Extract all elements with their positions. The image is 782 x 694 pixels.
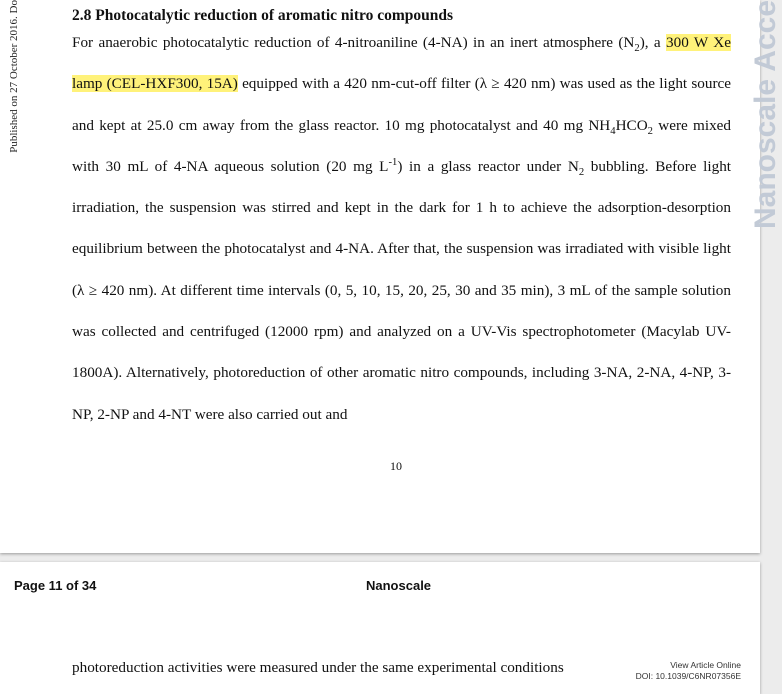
section-title: 2.8 Photocatalytic reduction of aromatic nitro compounds	[72, 7, 454, 24]
published-sidebar	[2, 0, 26, 300]
body-text-line: photoreduction activities were measured under the same experimental conditions	[72, 659, 564, 676]
text-run: bubbling. Before light irradiation, the suspension was stirred and kept in the dark for 1 h to achieve the adsorption-desorption equilibrium between the photocatalyst and 4-NA. After that, the suspension was irradiated with visible light (λ ≥ 420 nm). At different time intervals (0, 5, 10, 15, 20, 25, 30 and 35 min), 3 mL of the sample solution was collected and centrifuged (12000 rpm) and analyzed on a UV-Vis spectrophotometer (Macylab UV-1800A). Alternatively, photoreduction of other aromatic nitro compounds, including 3-NA, 2-NA, 4-NP, 3-NP, 2-NP and 4-NT were also carried out and	[72, 157, 732, 423]
text-run: For anaerobic photocatalytic reduction of 4-nitroaniline (4-NA) in an inert atmosphere (N	[72, 34, 635, 51]
watermark-text: Nanoscale Acce	[749, 0, 782, 230]
published-date-text: Published on 27 October 2016. Do	[8, 0, 20, 153]
text-run: ) in a glass reactor under N	[397, 157, 579, 175]
text-run: equipped with a 420 nm-cut-off filter (λ ≥ 420 nm) was used as the light source and kept at 25.0 cm away from the glass reactor. 10 mg photocatalyst and 40 mg NH	[72, 75, 732, 134]
article-link[interactable]	[610, 660, 741, 682]
text-run: HCO	[615, 116, 648, 134]
body-paragraph	[72, 22, 731, 435]
superscript: -1	[388, 156, 398, 168]
highlighted-text[interactable]: 300 W Xe lamp (CEL-HXF300, 15A)	[72, 34, 732, 93]
page-label: Page 11 of 34	[14, 578, 97, 593]
doi-text: DOI: 10.1039/C6NR07356E	[635, 671, 741, 681]
subscript: 2	[634, 43, 640, 55]
journal-name: Nanoscale	[366, 578, 432, 593]
subscript: 2	[647, 125, 653, 137]
text-run: ), a	[639, 34, 667, 51]
journal-watermark	[751, 0, 781, 240]
subscript: 4	[610, 125, 616, 137]
page-number: 10	[390, 459, 402, 473]
text-run: were mixed with 30 mL of 4-NA aqueous solution (20 mg L	[72, 116, 732, 175]
subscript: 2	[578, 166, 585, 178]
view-online-link[interactable]: View Article Online	[670, 660, 741, 670]
